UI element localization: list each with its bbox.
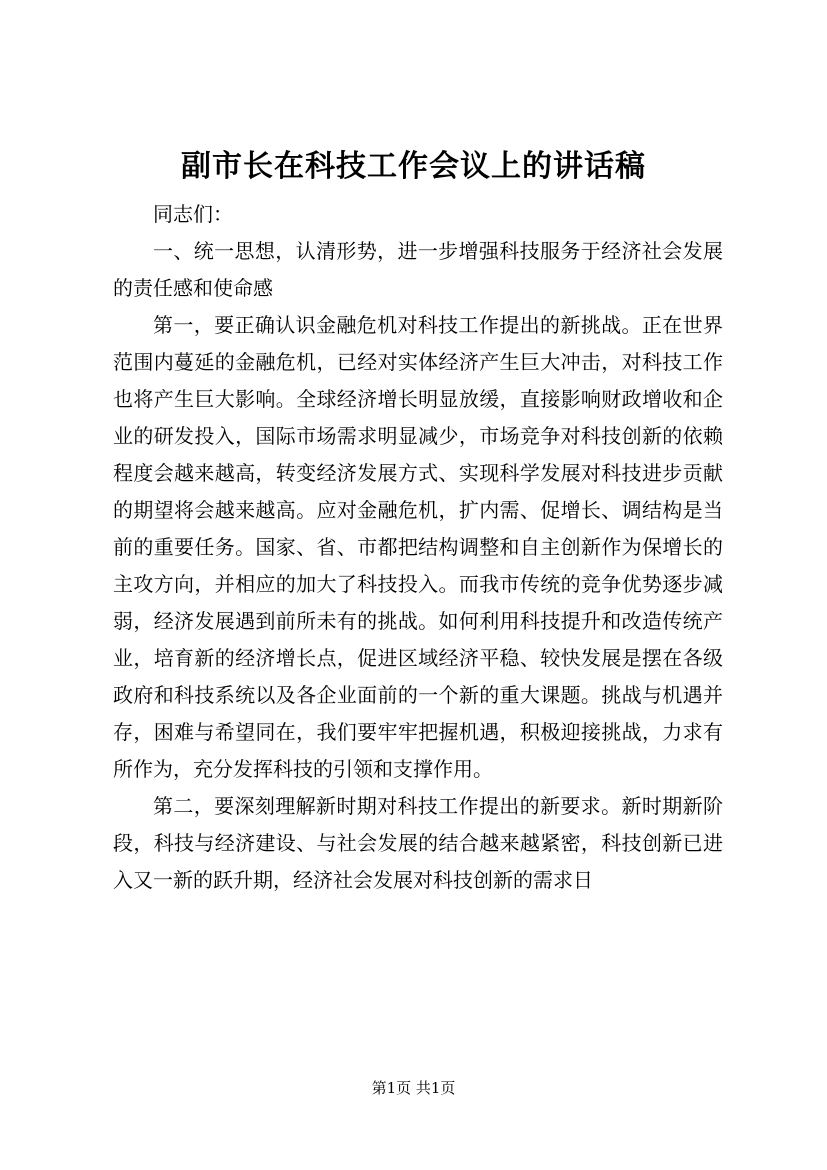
page-footer: 第1页 共1页	[371, 1079, 456, 1097]
paragraph-first-point: 第一，要正确认识金融危机对科技工作提出的新挑战。正在世界范围内蔓延的金融危机，已经对实体经济产生巨大冲击，对科技工作也将产生巨大影响。全球经济增长明显放缓，直接影响财政增收和企业的研发投入，国际市场需求明显减少，市场竞争对科技创新的依赖程度会越来越高，转变经济发展方式、实现科学发展对科技进步贡献的期望将会越来越高。应对金融危机，扩内需、促增长、调结构是当前的重要任务。国家、省、市都把结构调整和自主创新作为保增长的主攻方向，并相应的加大了科技投入。而我市传统的竞争优势逐步减弱，经济发展遇到前所未有的挑战。如何利用科技提升和改造传统产业，培育新的经济增长点，促进区域经济平稳、较快发展是摆在各级政府和科技系统以及各企业面前的一个新的重大课题。挑战与机遇并存，困难与希望同在，我们要牢牢把握机遇，积极迎接挑战，力求有所作为，充分发挥科技的引领和支撑作用。	[113, 313, 723, 781]
page-title: 副市长在科技工作会议上的讲话稿	[181, 149, 646, 184]
paragraph-section-heading: 一、统一思想，认清形势，进一步增强科技服务于经济社会发展的责任感和使命感	[113, 239, 723, 300]
paragraph-second-point: 第二，要深刻理解新时期对科技工作提出的新要求。新时期新阶段，科技与经济建设、与社会发展的结合越来越紧密，科技创新已进入又一新的跃升期，经济社会发展对科技创新的需求日	[113, 794, 723, 892]
document-body	[113, 196, 723, 899]
paragraph-greeting: 同志们：	[153, 202, 233, 226]
